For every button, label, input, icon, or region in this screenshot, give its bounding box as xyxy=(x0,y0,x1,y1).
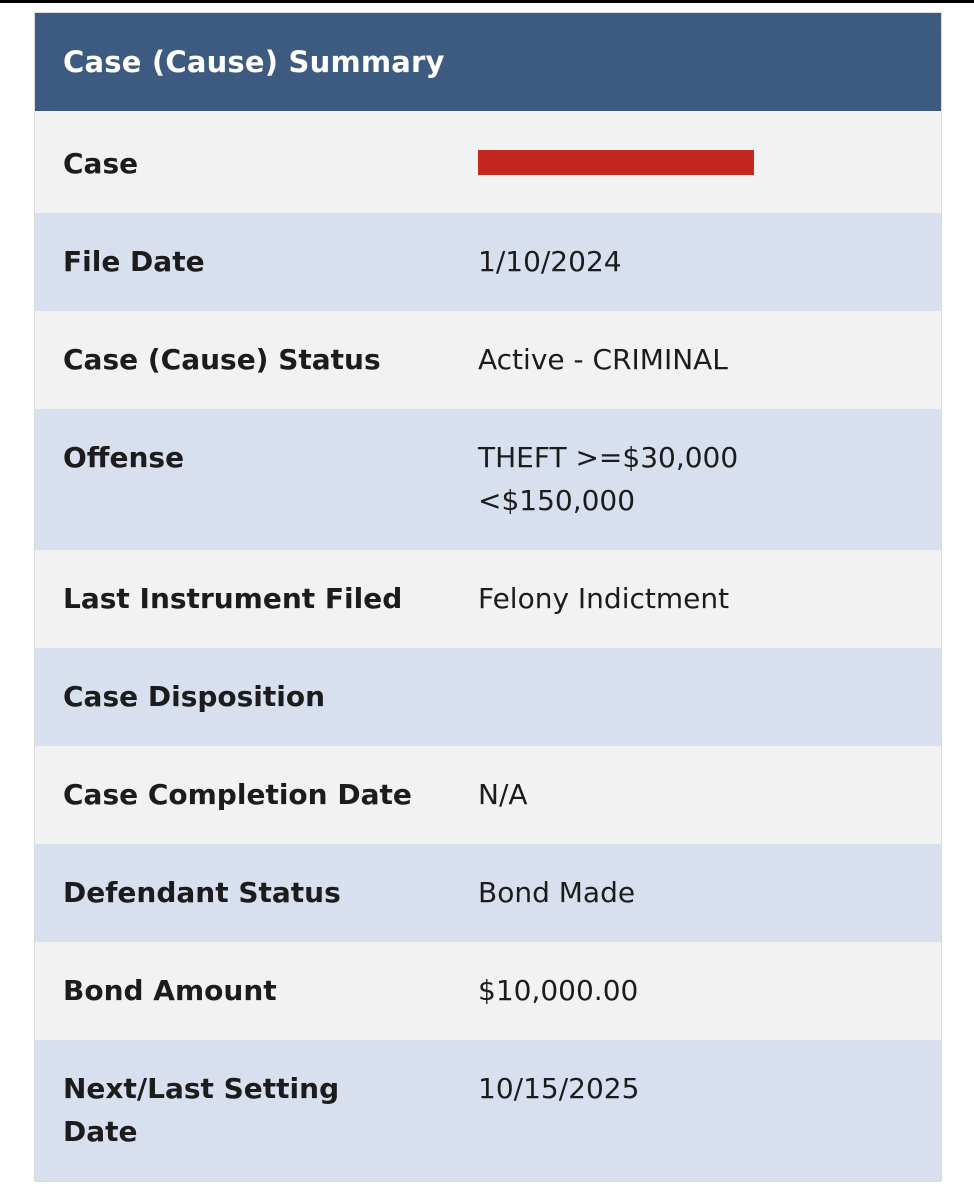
row-value xyxy=(478,675,918,746)
panel-header xyxy=(35,13,941,111)
row-offense xyxy=(35,409,941,550)
row-value: $10,000.00 xyxy=(478,974,639,1007)
row-case xyxy=(35,115,941,213)
row-label: Case Completion Date xyxy=(63,778,412,811)
row-label: Bond Amount xyxy=(63,974,277,1007)
row-label: Next/Last Setting Date xyxy=(63,1072,340,1148)
row-value xyxy=(478,142,918,213)
row-bond-amount xyxy=(35,942,941,1040)
case-summary-panel xyxy=(34,12,942,1182)
row-label: Case (Cause) Status xyxy=(63,343,381,376)
row-value: 10/15/2025 xyxy=(478,1072,640,1105)
row-label: Case xyxy=(63,147,139,180)
row-value: Bond Made xyxy=(478,876,636,909)
row-label: Offense xyxy=(63,441,185,474)
row-value: N/A xyxy=(478,778,528,811)
row-label: File Date xyxy=(63,245,205,278)
redaction-bar xyxy=(478,150,754,175)
row-value: THEFT >=$30,000 <$150,000 xyxy=(478,441,739,517)
row-label: Defendant Status xyxy=(63,876,341,909)
row-case-status xyxy=(35,311,941,409)
row-last-instrument xyxy=(35,550,941,648)
row-label: Case Disposition xyxy=(63,680,326,713)
top-divider xyxy=(0,0,974,3)
row-case-disposition xyxy=(35,648,941,746)
row-defendant-status xyxy=(35,844,941,942)
row-value: Felony Indictment xyxy=(478,582,730,615)
panel-title: Case (Cause) Summary xyxy=(63,45,445,79)
row-value: Active - CRIMINAL xyxy=(478,343,728,376)
row-case-completion-date xyxy=(35,746,941,844)
row-value: 1/10/2024 xyxy=(478,245,622,278)
row-label: Last Instrument Filed xyxy=(63,582,403,615)
row-next-setting-date xyxy=(35,1040,941,1181)
row-file-date xyxy=(35,213,941,311)
